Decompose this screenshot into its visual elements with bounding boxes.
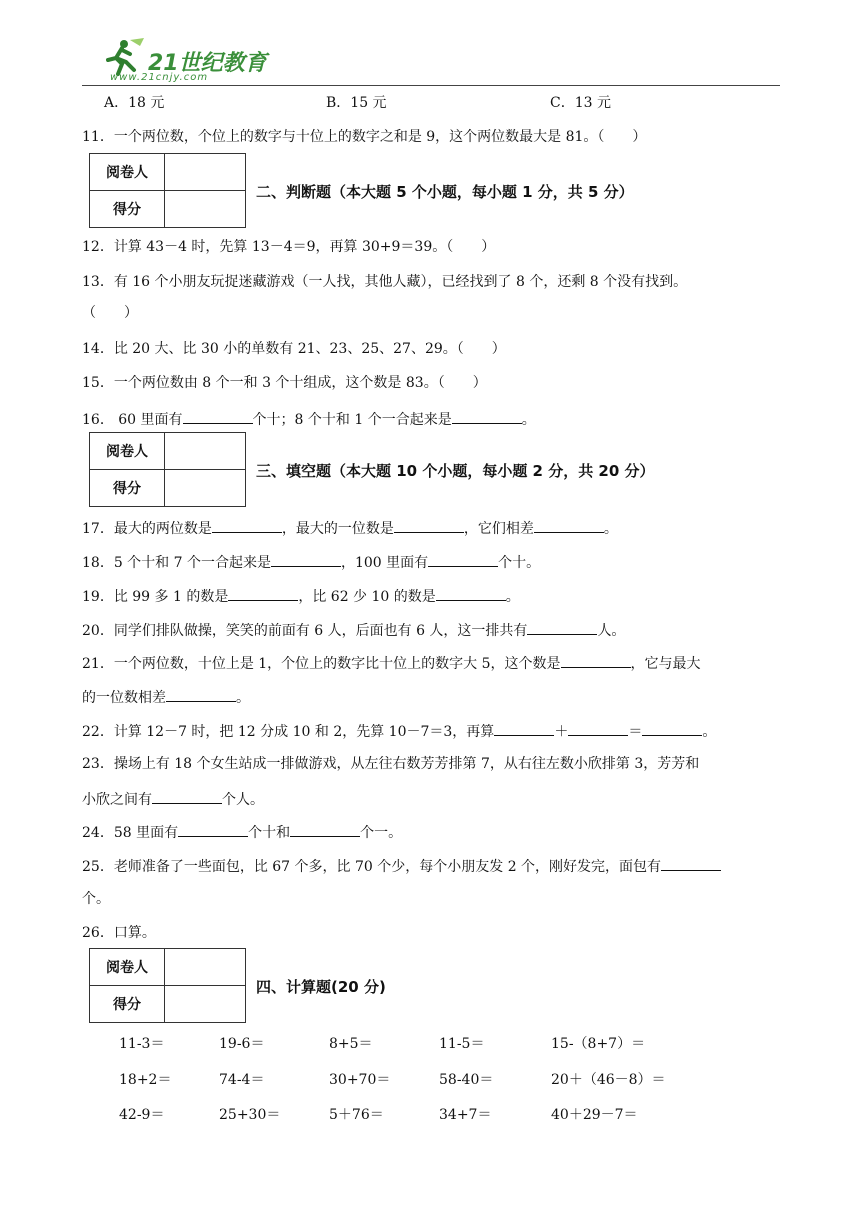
answer-blank[interactable] [394, 517, 464, 533]
question-25 [82, 855, 721, 877]
question-12: 12．计算 43－4 时，先算 13－4＝9，再算 30+9＝39。（ ） [82, 239, 496, 255]
section-title: 四、计算题(20 分) [256, 978, 386, 996]
text: 个十。 [498, 555, 541, 571]
calc-item: 34+7＝ [439, 1107, 492, 1123]
reviewer-cell [165, 949, 246, 986]
score-cell [165, 470, 246, 507]
text: ，比 62 少 10 的数是 [298, 589, 436, 605]
answer-blank[interactable] [178, 821, 248, 837]
text: 个十；8 个十和 1 个一合起来是 [252, 412, 452, 428]
text: 。 [603, 521, 618, 537]
calc-item: 11-5＝ [439, 1036, 485, 1052]
logo-url: www.21cnjy.com [110, 72, 209, 83]
text: ，最大的一位数是 [281, 521, 394, 537]
text: 人。 [597, 623, 626, 639]
calc-item: 40＋29－7＝ [551, 1107, 638, 1123]
answer-blank[interactable] [642, 720, 702, 736]
answer-blank[interactable] [228, 585, 298, 601]
question-18 [82, 551, 540, 573]
calc-item: 11-3＝ [119, 1036, 165, 1052]
answer-blank[interactable] [568, 720, 628, 736]
score-cell [165, 191, 246, 228]
text: 小欣之间有 [82, 792, 152, 808]
calc-item: 19-6＝ [219, 1036, 265, 1052]
option-b: B．15 元 [326, 95, 387, 111]
section-title: 二、判断题（本大题 5 个小题，每小题 1 分，共 5 分） [256, 183, 634, 201]
calc-item: 74-4＝ [219, 1072, 265, 1088]
text: 19．比 99 多 1 的数是 [82, 589, 229, 605]
question-20 [82, 619, 625, 641]
grading-box [89, 432, 246, 507]
question-21 [82, 652, 701, 674]
answer-blank[interactable] [534, 517, 604, 533]
text: 18．5 个十和 7 个一合起来是 [82, 555, 271, 571]
text: 。 [702, 724, 717, 740]
answer-blank[interactable] [183, 408, 253, 424]
answer-blank[interactable] [271, 551, 341, 567]
text: 20．同学们排队做操，笑笑的前面有 6 人，后面也有 6 人，这一排共有 [82, 623, 528, 639]
question-23: 23．操场上有 18 个女生站成一排做游戏，从左往右数芳芳排第 7，从右往左数小欣排第 3，芳芳和 [82, 756, 700, 772]
text: 。 [505, 589, 520, 605]
calc-item: 58-40＝ [439, 1072, 494, 1088]
calc-item: 18+2＝ [119, 1072, 172, 1088]
calc-item: 20＋（46－8）＝ [551, 1072, 666, 1088]
question-14: 14．比 20 大、比 30 小的单数有 21、23、25、27、29。（ ） [82, 341, 506, 357]
reviewer-cell [165, 433, 246, 470]
text: 。 [521, 412, 536, 428]
reviewer-label: 阅卷人 [90, 154, 165, 191]
text: ，它们相差 [463, 521, 534, 537]
question-17 [82, 517, 618, 539]
answer-blank[interactable] [152, 788, 222, 804]
question-13: 13．有 16 个小朋友玩捉迷藏游戏（一人找，其他人藏），已经找到了 8 个，还剩 8 个没有找到。 [82, 274, 688, 290]
text: ＋ [554, 724, 569, 740]
text: 的一位数相差 [82, 690, 166, 706]
text: 个人。 [222, 792, 264, 808]
question-23-cont [82, 788, 264, 810]
question-21-cont [82, 686, 250, 708]
answer-blank[interactable] [661, 855, 721, 871]
text: 个十和 [248, 825, 291, 841]
option-a: A．18 元 [104, 95, 165, 111]
option-c: C．13 元 [550, 95, 611, 111]
running-man-icon [100, 36, 150, 76]
answer-blank[interactable] [166, 686, 236, 702]
answer-blank[interactable] [494, 720, 554, 736]
text: 25．老师准备了一些面包，比 67 个多，比 70 个少，每个小朋友发 2 个，刚好发完，面包有 [82, 859, 662, 875]
answer-blank[interactable] [561, 652, 631, 668]
text: 24．58 里面有 [82, 825, 179, 841]
calc-item: 8+5＝ [329, 1036, 373, 1052]
text: 22．计算 12－7 时，把 12 分成 10 和 2，先算 10－7＝3，再算 [82, 724, 495, 740]
score-label: 得分 [90, 470, 165, 507]
answer-blank[interactable] [290, 821, 360, 837]
question-25-cont: 个。 [82, 891, 110, 907]
score-label: 得分 [90, 986, 165, 1023]
question-15: 15．一个两位数由 8 个一和 3 个十组成，这个数是 83。（ ） [82, 375, 487, 391]
text: 17．最大的两位数是 [82, 521, 212, 537]
text: 个一。 [360, 825, 403, 841]
question-26: 26．口算。 [82, 925, 156, 941]
logo [98, 34, 288, 84]
question-19 [82, 585, 520, 607]
reviewer-label: 阅卷人 [90, 433, 165, 470]
calc-item: 5＋76＝ [329, 1107, 384, 1123]
text: 21．一个两位数，十位上是 1，个位上的数字比十位上的数字大 5，这个数是 [82, 656, 561, 672]
text: ＝ [628, 724, 643, 740]
answer-blank[interactable] [452, 408, 522, 424]
question-13-bracket: （ ） [82, 305, 138, 321]
grading-box [89, 153, 246, 228]
question-16 [82, 408, 536, 430]
grading-box [89, 948, 246, 1023]
calc-item: 30+70＝ [329, 1072, 391, 1088]
calc-item: 42-9＝ [119, 1107, 165, 1123]
score-label: 得分 [90, 191, 165, 228]
calc-item: 25+30＝ [219, 1107, 281, 1123]
answer-blank[interactable] [436, 585, 506, 601]
reviewer-cell [165, 154, 246, 191]
text: 16． 60 里面有 [82, 412, 183, 428]
question-11: 11．一个两位数，个位上的数字与十位上的数字之和是 9，这个两位数最大是 81。（ ） [82, 129, 647, 145]
section-title: 三、填空题（本大题 10 个小题，每小题 2 分，共 20 分） [256, 462, 655, 480]
question-24 [82, 821, 402, 843]
answer-blank[interactable] [428, 551, 498, 567]
calc-item: 15-（8+7）＝ [551, 1036, 646, 1052]
logo-text: 21世纪教育 [148, 51, 267, 76]
reviewer-label: 阅卷人 [90, 949, 165, 986]
score-cell [165, 986, 246, 1023]
question-22 [82, 720, 716, 742]
text: ，100 里面有 [340, 555, 429, 571]
answer-blank[interactable] [527, 619, 597, 635]
text: 。 [236, 690, 250, 706]
header-divider [82, 85, 780, 86]
answer-blank[interactable] [212, 517, 282, 533]
text: ，它与最大 [630, 656, 701, 672]
